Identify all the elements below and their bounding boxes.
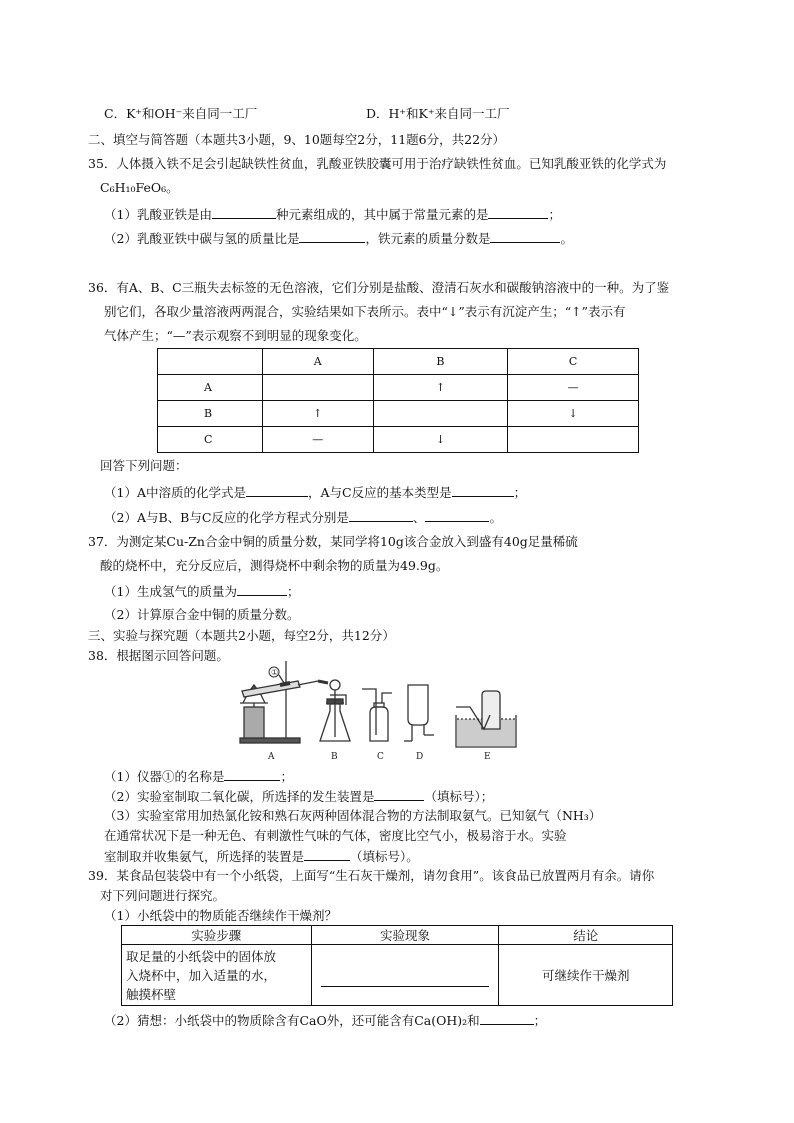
- q35-sub1: [104, 206, 561, 223]
- table-header-cell: 实验现象: [311, 926, 499, 945]
- q37-stem-2: 酸的烧杯中，充分反应后，测得烧杯中剩余物的质量为49.9g。: [100, 558, 449, 573]
- apparatus-b-icon: [320, 680, 350, 741]
- table-header-cell: [158, 349, 263, 375]
- answer-blank[interactable]: [299, 230, 365, 243]
- q36-sub2-text-b: 、: [412, 510, 426, 525]
- q35-stem: 35．人体摄入铁不足会引起缺铁性贫血，乳酸亚铁胶囊可用于治疗缺铁性贫血。已知乳酸亚铁的化学式为: [88, 156, 667, 171]
- apparatus-label: C: [377, 752, 384, 762]
- q38-sub1: [104, 768, 293, 785]
- table-cell: ↓: [373, 427, 508, 453]
- table-header-cell: C: [508, 349, 639, 375]
- q37-sub1: [104, 583, 299, 600]
- q38-stem: 38．根据图示回答问题。: [88, 648, 229, 663]
- section3-heading: 三、实验与探究题（本题共2小题，每空2分，共12分）: [88, 628, 395, 643]
- q35-sub1-text-c: ；: [548, 207, 561, 222]
- apparatus-label: B: [331, 752, 338, 762]
- table-row: [158, 375, 639, 401]
- table-cell: [373, 401, 508, 427]
- q37-sub2: （2）计算原合金中铜的质量分数。: [104, 607, 300, 622]
- q38-sub2-text-b: （填标号）；: [424, 789, 494, 804]
- answer-blank[interactable]: [425, 509, 489, 522]
- answer-blank[interactable]: [349, 509, 413, 522]
- q38-sub3-line3: [104, 848, 419, 865]
- q36-sub1: [104, 484, 526, 501]
- apparatus-a-icon: [240, 661, 328, 743]
- table-row-label: C: [158, 427, 263, 453]
- q36-stem-2: 别它们，各取少量溶液两两混合，实验结果如下表所示。表中“↓”表示有沉淀产生；“↑”表示有: [104, 304, 626, 319]
- table-cell: [508, 427, 639, 453]
- q39-sub2-text-a: （2）猜想：小纸袋中的物质除含有CaO外，还可能含有Ca(OH)₂和: [104, 1013, 480, 1028]
- table-header-cell: A: [262, 349, 373, 375]
- q36-sub1-text-c: ；: [513, 485, 527, 500]
- table-header-cell: 实验步骤: [122, 926, 312, 945]
- q35-sub2-text-b: ，铁元素的质量分数是: [365, 231, 491, 246]
- apparatus-c-icon: [362, 689, 392, 741]
- table-header-row: [158, 349, 639, 375]
- apparatus-figure: [234, 655, 524, 765]
- table-cell: —: [508, 375, 639, 401]
- apparatus-e-icon: [456, 691, 516, 747]
- q38-sub1-text-b: ；: [280, 769, 293, 784]
- q36-stem-3: 气体产生；“—”表示观察不到明显的现象变化。: [104, 328, 367, 343]
- q34-option-c: C．K⁺和OH⁻来自同一工厂: [104, 106, 258, 121]
- experiment-step-line: 触摸杯壁: [126, 986, 177, 1002]
- answer-blank[interactable]: [246, 484, 308, 497]
- apparatus-d-icon: [404, 685, 434, 741]
- table-cell: ↑: [262, 401, 373, 427]
- q39-sub2-text-b: ；: [533, 1013, 547, 1028]
- experiment-step-cell: [122, 945, 312, 1006]
- answer-blank[interactable]: [224, 768, 280, 781]
- q35-sub2-text-c: 。: [560, 231, 573, 246]
- experiment-observation-cell: [311, 945, 499, 1006]
- experiment-step-line: 取足量的小纸袋中的固体放: [126, 948, 277, 964]
- q36-sub1-text-b: ，A与C反应的基本类型是: [307, 485, 452, 500]
- q36-sub2-text-a: （2）A与B、B与C反应的化学方程式分别是: [104, 510, 349, 525]
- q39-sub1: （1）小纸袋中的物质能否继续作干燥剂？: [104, 908, 337, 923]
- answer-blank[interactable]: [212, 206, 276, 219]
- q35-sub2: [104, 230, 573, 247]
- q36-sub1-text-a: （1）A中溶质的化学式是: [104, 485, 246, 500]
- table-row-label: A: [158, 375, 263, 401]
- q39-stem-2: 对下列问题进行探究。: [100, 888, 226, 903]
- apparatus-label: D: [416, 752, 424, 762]
- experiment-step-line: 入烧杯中，加入适量的水，: [126, 967, 277, 983]
- q38-sub3-line1: （3）实验室常用加热氯化铵和熟石灰两种固体混合物的方法制取氨气。已知氨气（NH₃）: [104, 808, 602, 823]
- q35-formula: C₆H₁₀FeO₆。: [100, 180, 179, 195]
- q38-sub1-text-a: （1）仪器①的名称是: [104, 769, 225, 784]
- q35-sub2-text-a: （2）乳酸亚铁中碳与氢的质量比是: [104, 231, 300, 246]
- answer-blank[interactable]: [490, 230, 560, 243]
- q36-answer-prompt: 回答下列问题：: [100, 458, 188, 473]
- apparatus-label: E: [484, 752, 491, 762]
- q36-sub2: [104, 509, 502, 526]
- table-cell: [262, 375, 373, 401]
- q36-stem-1: 36．有A、B、C三瓶失去标签的无色溶液，它们分别是盐酸、澄清石灰水和碳酸钠溶液中的一种。为了鉴: [88, 280, 670, 295]
- apparatus-label: A: [268, 752, 275, 762]
- q35-sub1-text-b: 种元素组成的，其中属于常量元素的是: [275, 207, 489, 222]
- answer-blank[interactable]: [480, 1012, 534, 1025]
- apparatus-marker: ①: [271, 668, 279, 677]
- q37-sub1-text-a: （1）生成氢气的质量为: [104, 584, 237, 599]
- answer-blank[interactable]: [452, 484, 514, 497]
- q35-sub1-text-a: （1）乳酸亚铁是由: [104, 207, 212, 222]
- q39-stem-1: 39．某食品包装袋中有一个小纸袋，上面写“生石灰干燥剂，请勿食用”。该食品已放置两月有余。请你: [88, 868, 655, 883]
- answer-blank[interactable]: [321, 974, 489, 987]
- table-header-cell: 结论: [499, 926, 673, 945]
- table-cell: ↑: [373, 375, 508, 401]
- answer-blank[interactable]: [237, 583, 287, 596]
- table-header-row: [122, 926, 673, 945]
- answer-blank[interactable]: [304, 848, 350, 861]
- q38-sub2: [104, 788, 493, 805]
- q38-sub3-line2: 在通常状况下是一种无色、有刺激性气味的气体，密度比空气小，极易溶于水。实验: [104, 828, 567, 843]
- experiment-conclusion-cell: 可继续作干燥剂: [499, 945, 673, 1006]
- table-row: [122, 945, 673, 1006]
- q38-sub2-text-a: （2）实验室制取二氧化碳，所选择的发生装置是: [104, 789, 375, 804]
- q38-sub3-text-b: （填标号）。: [350, 849, 419, 864]
- table-row-label: B: [158, 401, 263, 427]
- table-row: [158, 401, 639, 427]
- q34-option-d: D．H⁺和K⁺来自同一工厂: [366, 106, 510, 121]
- q39-sub2: [104, 1012, 546, 1029]
- q39-experiment-table: [121, 925, 673, 1006]
- answer-blank[interactable]: [374, 788, 424, 801]
- q38-sub3-text-a: 室制取并收集氨气，所选择的装置是: [104, 849, 305, 864]
- q37-stem-1: 37．为测定某Cu-Zn合金中铜的质量分数，某同学将10g该合金放入到盛有40g足量稀硫: [88, 534, 578, 549]
- table-cell: ↓: [508, 401, 639, 427]
- section2-heading: 二、填空与简答题（本题共3小题，9、10题每空2分，11题6分，共22分）: [88, 132, 506, 147]
- table-cell: —: [262, 427, 373, 453]
- table-header-cell: B: [373, 349, 508, 375]
- q37-sub1-text-b: ；: [286, 584, 300, 599]
- q36-sub2-text-c: 。: [489, 510, 502, 525]
- answer-blank[interactable]: [488, 206, 548, 219]
- q36-results-table: [157, 348, 639, 453]
- table-row: [158, 427, 639, 453]
